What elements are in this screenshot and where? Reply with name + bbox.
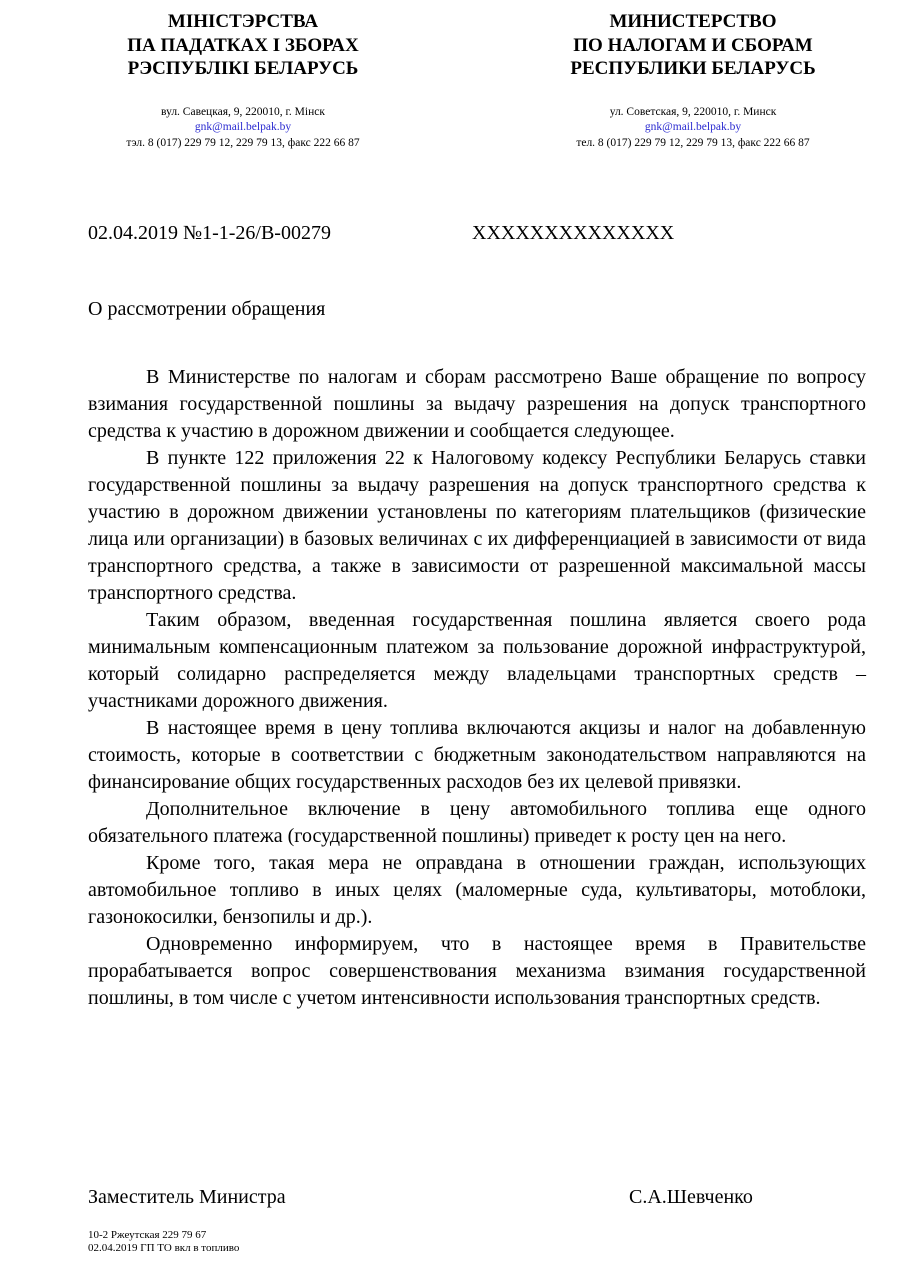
letterhead-phone: тэл. 8 (017) 229 79 12, 229 79 13, факс 222 66 87 [126,136,360,149]
letterhead-email[interactable]: gnk@mail.belpak.by [194,121,292,133]
subject-line: О рассмотрении обращения [88,298,326,320]
body-paragraph: Таким образом, введенная государственная пошлина является своего рода минимальным компенсационным платежом за пользование дорожной инфраструктурой, который солидарно распределяется между владельцами транспортных средств – участниками дорожного движения. [88,609,866,712]
footer-file-ref: 02.04.2019 ГП ТО вкл в топливо [88,1242,240,1254]
letterhead-title-line: ПА ПАДАТКАХ І ЗБОРАХ [127,34,359,56]
body-paragraph: Дополнительное включение в цену автомобильного топлива еще одного обязательного платежа (государственной пошлины) приведет к росту цен на него. [88,798,866,847]
signatory-title: Заместитель Министра [88,1186,286,1208]
letterhead-title-line: РЕСПУБЛИКИ БЕЛАРУСЬ [570,58,816,79]
body-paragraph: В Министерстве по налогам и сборам рассмотрено Ваше обращение по вопросу взимания государственной пошлины за выдачу разрешения на допуск транспортного средства к участию в дорожном движении и сообщается следующее. [88,366,866,442]
letterhead-belarusian [78,10,408,151]
footer-executor: 10-2 Ржеутская 229 79 67 [88,1229,207,1241]
letterhead-russian [528,10,858,151]
footer-note [88,1229,239,1255]
letterhead-email[interactable]: gnk@mail.belpak.by [644,121,742,133]
letterhead-title-line: МИНИСТЕРСТВО [609,11,777,32]
letterhead-title-line: ПО НАЛОГАМ И СБОРАМ [573,34,813,56]
letter-body [88,364,866,1012]
letterhead-phone: тел. 8 (017) 229 79 12, 229 79 13, факс 222 66 87 [576,136,810,149]
letterhead-title-line: РЭСПУБЛІКІ БЕЛАРУСЬ [127,58,359,79]
letterhead-address: вул. Савецкая, 9, 220010, г. Мінск [161,105,325,118]
body-paragraph: Кроме того, такая мера не оправдана в отношении граждан, использующих автомобильное топливо в иных целях (маломерные суда, культиваторы, мотоблоки, газонокосилки, бензопилы и др.). [88,852,866,928]
letterhead-address: ул. Советская, 9, 220010, г. Минск [609,105,777,118]
addressee: XXXXXXXXXXXXXX [472,222,675,244]
body-paragraph: Одновременно информируем, что в настоящее время в Правительстве прорабатывается вопрос совершенствования механизма взимания государственной пошлины, в том числе с учетом интенсивности использования транспортных средств. [88,933,866,1009]
document-reference: 02.04.2019 №1-1-26/В-00279 [88,222,331,244]
body-paragraph: В настоящее время в цену топлива включаются акцизы и налог на добавленную стоимость, которые в соответствии с бюджетным законодательством направляются на финансирование общих государственных расходов без их целевой привязки. [88,717,866,793]
body-paragraph: В пункте 122 приложения 22 к Налоговому кодексу Республики Беларусь ставки государственной пошлины за выдачу разрешения на допуск транспортного средства к участию в дорожном движении установлены по категориям плательщиков (физические лица или организации) в базовых величинах с их дифференциацией в зависимости от вида транспортного средства, а также в зависимости от разрешенной максимальной массы транспортного средства. [88,447,866,604]
signatory-name: С.А.Шевченко [629,1186,753,1208]
letterhead-title-line: МІНІСТЭРСТВА [167,11,319,32]
